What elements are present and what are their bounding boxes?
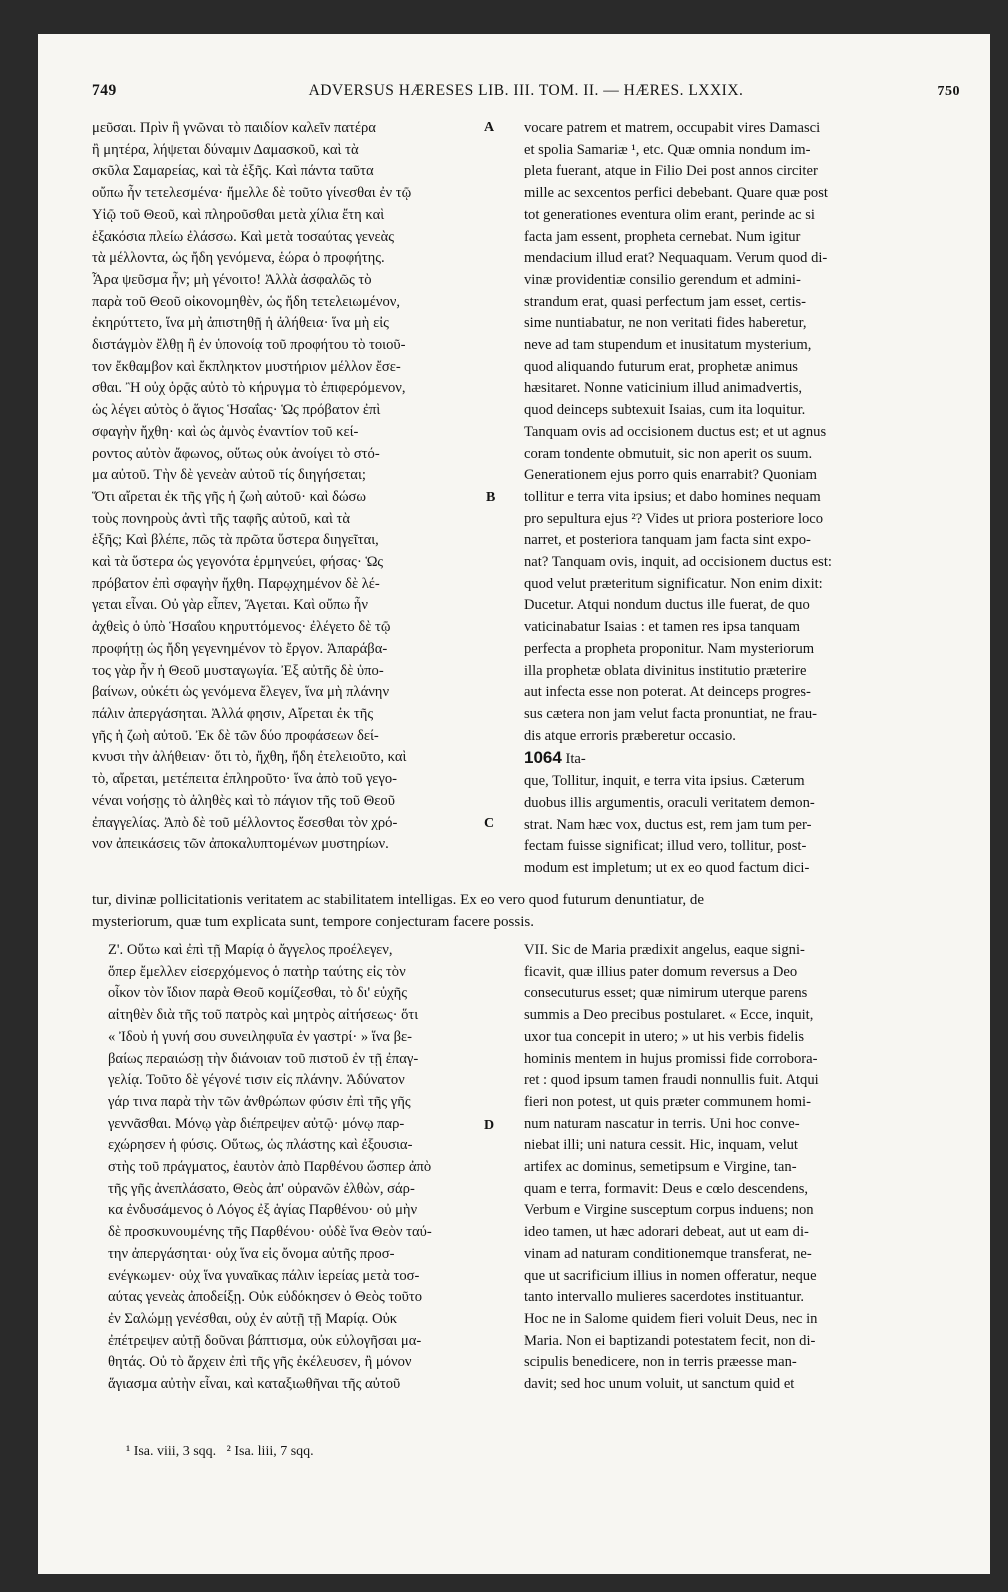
latin-text-line: Tanquam ovis ad occisionem ductus est; et ut agnus <box>524 423 827 440</box>
latin-text-line: Hoc ne in Salome quidem fieri voluit Deus, nec in <box>524 1310 818 1327</box>
greek-text-line: ὅπερ ἔμελλεν εἰσερχόμενος ὁ πατὴρ ταύτης εἰς τὸν <box>108 963 406 980</box>
latin-text-line: coram tondente obmutuit, sic non aperit os suum. <box>524 445 813 462</box>
latin-text-line: illa prophetæ oblata divinitus institutio præterire <box>524 662 807 679</box>
greek-text-line: ἑξῆς; Καὶ βλέπε, πῶς τὰ πρῶτα ὕστερα διηγεῖται, <box>92 532 379 549</box>
latin-text-line: num naturam nascatur in terris. Uni hoc conve- <box>524 1115 800 1132</box>
greek-text-line: μεῦσαι. Πρὶν ἢ γνῶναι τὸ παιδίον καλεῖν πατέρα <box>92 120 376 136</box>
greek-text-line: βαίως περαιώσῃ τὴν διάνοιαν τοῦ πιστοῦ ἐν τῇ ἐπαγ- <box>108 1050 419 1067</box>
greek-text-line: ἐκηρύττετο, ἵνα μὴ ἀπιστηθῇ ἡ ἀλήθεια· ἵνα μὴ εἰς <box>92 315 389 332</box>
latin-text-line: tot generationes eventura olim erant, perinde ac si <box>524 206 815 223</box>
margin-letter-d: D <box>484 1118 495 1133</box>
latin-text-line: vocare patrem et matrem, occupabit vires Damasci <box>524 120 821 136</box>
greek-text-line: ἐπέτρεψεν αὐτῇ δοῦναι βάπτισμα, οὐκ εὐλογῆσαι μα- <box>108 1332 422 1349</box>
greek-text-line: πρόβατον ἐπὶ σφαγὴν ἤχθη. Παρῳχημένον δὲ λέ- <box>92 575 380 592</box>
greek-text-line: Ὅτι αἴρεται ἐκ τῆς γῆς ἡ ζωὴ αὐτοῦ· καὶ δώσω <box>92 488 367 505</box>
greek-text-line: Υἱῷ τοῦ Θεοῦ, καὶ πληροῦσθαι μετὰ χίλια ἔτη καὶ <box>92 206 385 223</box>
latin-text-line: strat. Nam hæc vox, ductus est, rem jam tum per- <box>524 816 812 833</box>
margin-letter-b: B <box>486 490 496 505</box>
latin-text-line: ret : quod ipsum tamen fraudi nonnullis fuit. Atqui <box>524 1072 819 1089</box>
latin-text-line: VII. Sic de Maria prædixit angelus, eaque signi- <box>524 942 805 958</box>
greek-text-line: δὲ προσκυνουμένης τῆς Παρθένου· οὐδὲ ἵνα Θεὸν ταύ- <box>108 1224 432 1241</box>
greek-text-line: στὴς τοῦ πράγματος, ἑαυτὸν ἀπὸ Παρθένου ὥσπερ ἀπὸ <box>108 1159 432 1176</box>
greek-text-line: τοὺς πονηροὺς ἀντὶ τῆς ταφῆς αὐτοῦ, καὶ τὰ <box>92 510 351 527</box>
greek-column-top <box>92 118 506 856</box>
greek-text-line: διστάγμὸν ἔλθῃ ἢ ἐν ὑπονοίᾳ τοῦ προφήτου τὸ τοιοῦ- <box>92 337 406 354</box>
page-number-left: 749 <box>92 82 117 99</box>
greek-text-line: τῆς γῆς ἀνεπλάσατο, Θεὸς ἀπ' οὐρανῶν ἐλθὼν, σάρ- <box>108 1180 415 1197</box>
latin-text-line: mille ac sexcentos perfici debebant. Quare quæ post <box>524 185 828 202</box>
latin-text-line: pro sepultura ejus ²? Vides ut priora posteriore loco <box>524 510 824 527</box>
latin-line-1064: 1064 Ita- <box>524 748 586 768</box>
latin-text-line: que ut sacrificium illius in nomen offeratur, neque <box>524 1267 817 1284</box>
running-title: ADVERSUS HÆRESES LIB. III. TOM. II. — HÆRES. LXXIX. <box>308 82 744 99</box>
greek-text-line: « Ἰδοὺ ἡ γυνή σου συνειληφυῖα ἐν γαστρί· » ἵνα βε- <box>108 1028 413 1045</box>
greek-text-line: ἢ μητέρα, λήψεται δύναμιν Δαμασκοῦ, καὶ τὰ <box>92 141 359 158</box>
greek-text-line: ροντος αὐτὸν ἄφωνος, οὕτως οὐκ ἀνοίγει τὸ στό- <box>92 445 380 462</box>
latin-text-line: facta jam essent, propheta cernebat. Num igitur <box>524 228 801 245</box>
footnotes: ¹ Isa. viii, 3 sqq. ² Isa. liii, 7 sqq. <box>126 1444 314 1459</box>
greek-text-line: τὸ, αἴρεται, μετέπειτα ἐπληροῦτο· ἵνα ἀπὸ τοῦ γεγο- <box>92 771 398 788</box>
greek-text-line: γάρ τινα παρὰ τὴν τῶν ἀνθρώπων φύσιν ἐπὶ τῆς γῆς <box>108 1093 411 1110</box>
latin-text-line: Verbum e Virgine susceptum corpus induens; non <box>524 1202 814 1219</box>
latin-text-line: ficavit, quæ illius pater domum reversus a Deo <box>524 963 798 980</box>
greek-text-line: παρὰ τοῦ Θεοῦ οἰκονομηθὲν, ὡς ἤδη τετελειωμένον, <box>92 293 401 310</box>
latin-text-line: quam e terra, formavit: Deus e cœlo descendens, <box>524 1180 809 1197</box>
latin-text-line: tanto intervallo mulieres sacerdotes instituantur. <box>524 1289 805 1306</box>
greek-text-line: γῆς ἡ ζωὴ αὐτοῦ. Ἐκ δὲ τῶν δύο προφάσεων δεί- <box>92 727 379 744</box>
greek-text-line: ὡς λέγει αὐτὸς ὁ ἅγιος Ἡσαΐας· Ὡς πρόβατον ἐπὶ <box>92 402 381 419</box>
page-number-right: 750 <box>937 84 960 99</box>
greek-text-line: σθαι. Ἢ οὐχ ὁρᾷς αὐτὸ τὸ κήρυγμα τὸ ἐπιφερόμενον, <box>92 380 406 397</box>
greek-column-bottom <box>108 940 508 1396</box>
greek-text-line: Ζ'. Οὕτω καὶ ἐπὶ τῇ Μαρίᾳ ὁ ἄγγελος προέλεγεν, <box>108 942 393 958</box>
latin-text-line: fectam fuisse significat; illud vero, tollitur, post- <box>524 838 807 855</box>
greek-text-line: τὰ μέλλοντα, ὡς ἤδη γενόμενα, ἑώρα ὁ προφήτης. <box>92 250 385 267</box>
latin-text-line: fieri non potest, ut quis præter communem homi- <box>524 1093 811 1110</box>
latin-text-line: sus cætera non jam velut facta pronuntiat, ne frau- <box>524 705 817 722</box>
greek-text-line: ἑξακόσια πλείω ἐλάσσω. Καὶ μετὰ τοσαύτας γενεὰς <box>92 228 395 245</box>
latin-text-line: vinæ providentiæ consilio gerendum et admini- <box>524 271 801 288</box>
latin-text-line: quod aliquando futurum erat, prophetæ animus <box>524 358 798 375</box>
latin-text-line: Ducetur. Atqui nondum ductus ille fuerat, de quo <box>524 597 810 614</box>
column-number-1064: 1064 <box>524 748 562 768</box>
greek-text-line: ἐν Σαλώμῃ γενέσθαι, οὐχ ἐν αὐτῇ τῇ Μαρίᾳ. Οὐκ <box>108 1310 398 1327</box>
latin-text-line: et spolia Samariæ ¹, etc. Quæ omnia nondum im- <box>524 141 811 158</box>
latin-text-line: dis atque erroris præberetur occasio. <box>524 727 736 744</box>
latin-text-line: perfecta a propheta proponitur. Nam mysteriorum <box>524 640 815 657</box>
greek-text-line: γελίᾳ. Τοῦτο δὲ γέγονέ τισιν εἰς πλάνην. Ἀδύνατον <box>108 1072 405 1089</box>
latin-text-line: davit; sed hoc unum voluit, ut sanctum quid et <box>524 1376 795 1393</box>
latin-text-line: modum est impletum; ut ex eo quod factum dici- <box>524 859 810 876</box>
greek-text-line: προφήτῃ ὡς ἤδη γεγενημένον τὸ ἔργον. Ἀπαράβα- <box>92 640 388 657</box>
greek-text-line: καὶ τὰ ὕστερα ὡς γεγονότα ἑρμηνεύει, φήσας· Ὡς <box>92 554 384 571</box>
latin-text-line: sime nuntiabatur, ne non veritati fides haberetur, <box>524 315 807 332</box>
latin-text-line: tollitur e terra vita ipsius; et dabo homines nequam <box>524 488 821 505</box>
latin-text-line: scipulis benedicere, non in terris præesse man- <box>524 1354 797 1371</box>
greek-text-line: Ἆρα ψεῦσμα ἦν; μὴ γένοιτο! Ἀλλὰ ἀσφαλῶς τὸ <box>92 271 372 288</box>
greek-text-line: αἰτηθὲν διὰ τῆς τοῦ πατρὸς καὶ μητρὸς αἰτήσεως· ὅτι <box>108 1007 419 1024</box>
greek-text-line: θητάς. Οὐ τὸ ἄρχειν ἐπὶ τῆς γῆς ἐκέλευσεν, ἢ μόνον <box>108 1354 412 1371</box>
bridge-paragraph <box>92 890 704 933</box>
latin-text-line: neve ad tam stupendum et inusitatum mysterium, <box>524 337 812 354</box>
latin-text-line: consecuturus esset; quæ nimirum uterque parens <box>524 985 808 1002</box>
latin-text-line: niebat illi; uni natura cessit. Hic, inquam, velut <box>524 1137 798 1154</box>
latin-text-line: aut infecta esse non poterat. At deinceps progres- <box>524 684 811 701</box>
bridge-text-line: tur, divinæ pollicitationis veritatem ac stabilitatem intelligas. Ex eo vero quod futurum denuntiatur, de <box>92 892 704 908</box>
greek-text-line: σφαγὴν ἤχθη· καὶ ὡς ἀμνὸς ἐναντίον τοῦ κεί- <box>92 423 359 440</box>
latin-text-line: ideo tamen, ut hæc adorari debeat, aut ut eam di- <box>524 1224 809 1241</box>
greek-text-line: νον ἀπεικάσεις τῶν ἀποκαλυπτομένων μυστηρίων. <box>92 836 389 853</box>
latin-text-line: Maria. Non ei baptizandi potestatem fecit, non di- <box>524 1332 816 1349</box>
greek-text-line: νέναι νοήσῃς τὸ ἀληθὲς καὶ τὸ πάγιον τῆς τοῦ Θεοῦ <box>92 792 395 809</box>
latin-text-line: vinam ad naturam conditionemque transferat, ne- <box>524 1245 812 1262</box>
greek-text-line: σκῦλα Σαμαρείας, καὶ τὰ ἑξῆς. Καὶ πάντα ταῦτα <box>92 163 374 180</box>
latin-text-line: hominis mentem in hujus promissi fide corrobora- <box>524 1050 818 1067</box>
greek-text-line: τον ἔκθαμβον καὶ ἔκπληκτον μυστήριον μέλλον ἔσε- <box>92 358 401 375</box>
bridge-text-line: mysteriorum, quæ tum explicata sunt, tempore conjecturam facere possis. <box>92 913 534 930</box>
greek-text-line: κνυσι τὴν ἀλήθειαν· ὅτι τὸ, ἤχθη, ἤδη ἐτελειοῦτο, καὶ <box>92 749 407 766</box>
latin-text-line: quod velut præteritum significatur. Non enim dixit: <box>524 575 823 592</box>
latin-text-line: hæsitaret. Nonne vaticinium illud animadvertis, <box>524 380 803 397</box>
greek-text-line: ἐπαγγελίας. Ἀπὸ δὲ τοῦ μέλλοντος ἔσεσθαι τὸν χρό- <box>92 814 398 831</box>
greek-text-line: τος γὰρ ἦν ἡ Θεοῦ μυσταγωγία. Ἐξ αὐτῆς δὲ ὑπο- <box>92 662 384 679</box>
latin-text-line: artifex ac dominus, semetipsum e Virgine, tan- <box>524 1159 797 1176</box>
greek-text-line: οὔπω ἦν τετελεσμένα· ἤμελλε δὲ τοῦτο γίνεσθαι ἐν τῷ <box>92 185 412 202</box>
greek-text-line: ενέγκωμεν· οὐχ ἵνα γυναῖκας πάλιν ἱερείας μετὰ τοσ- <box>108 1267 420 1284</box>
latin-text-line: mendacium illud erat? Nequaquam. Verum quod di- <box>524 250 828 267</box>
greek-text-line: την ἀπεργάσηται· οὐχ ἵνα εἰς ὄνομα αὐτῆς προσ- <box>108 1245 395 1262</box>
greek-text-line: οἶκον τὸν ἴδιον παρὰ Θεοῦ κομίζεσθαι, τὸ δι' εὐχῆς <box>108 985 408 1002</box>
greek-text-line: γεται εἶναι. Οὐ γὰρ εἶπεν, Ἄγεται. Καὶ οὔπω ἦν <box>92 597 369 614</box>
latin-text-line: Generationem ejus porro quis enarrabit? Quoniam <box>524 467 817 484</box>
greek-text-line: ἅγιασμα αὐτὴν εἶναι, καὶ καταξιωθῆναι τῆς αὐτοῦ <box>108 1376 401 1393</box>
latin-text-line: narret, et posteriora tanquam jam facta sint expo- <box>524 532 811 549</box>
page <box>38 34 990 1574</box>
greek-text-line: πάλιν ἀπεργάσηται. Ἀλλά φησιν, Αἴρεται ἐκ τῆς <box>92 705 374 722</box>
latin-text-line: duobus illis argumentis, oraculi veritatem demon- <box>524 794 815 811</box>
running-header <box>92 76 960 106</box>
latin-text-line: nat? Tanquam ovis, inquit, ad occisionem ductus est: <box>524 554 832 571</box>
latin-text-line: vaticinabatur Isaias : et tamen res ipsa tanquam <box>524 619 800 636</box>
margin-letter-a: A <box>484 120 495 135</box>
margin-letter-c: C <box>484 816 495 831</box>
greek-text-line: γεννᾶσθαι. Μόνῳ γὰρ διέπρεψεν αὐτῷ· μόνῳ παρ- <box>108 1115 405 1132</box>
greek-text-line: ἀχθεὶς ὁ ὑπὸ Ἡσαΐου κηρυττόμενος· ἐλέγετο δὲ τῷ <box>92 619 391 636</box>
greek-text-line: μα αὐτοῦ. Τὴν δὲ γενεὰν αὐτοῦ τίς διηγήσεται; <box>92 467 366 484</box>
greek-text-line: αύτας γενεὰς ἀποδείξῃ. Οὐκ εὐδόκησεν ὁ Θεὸς τοῦτο <box>108 1289 423 1306</box>
latin-column-bottom <box>524 940 954 1396</box>
greek-text-line: εχώρησεν ἡ φύσις. Οὕτως, ὡς πλάστης καὶ ἐξουσια- <box>108 1137 413 1154</box>
latin-text-line: pleta fuerant, atque in Filio Dei post annos circiter <box>524 163 818 180</box>
greek-text-line: βαίνων, οὐκέτι ὡς γενόμενα ἔλεγεν, ἵνα μὴ πλάνην <box>92 684 390 701</box>
latin-text-line: summis a Deo precibus postularet. « Ecce, inquit, <box>524 1007 814 1024</box>
latin-column-top <box>524 118 954 880</box>
latin-text-line: que, Tollitur, inquit, e terra vita ipsius. Cæterum <box>524 773 805 790</box>
greek-text-line: κα ἐνδυσάμενος ὁ Λόγος ἐξ ἁγίας Παρθένου· οὐ μὴν <box>108 1202 418 1219</box>
latin-text-line: uxor tua concepit in utero; » ut his verbis fidelis <box>524 1028 805 1045</box>
latin-text-line: quod deinceps subtexuit Isaias, cum ita loquitur. <box>524 402 806 419</box>
latin-text-line: strandum erat, quasi perfectum jam esset, certis- <box>524 293 807 310</box>
